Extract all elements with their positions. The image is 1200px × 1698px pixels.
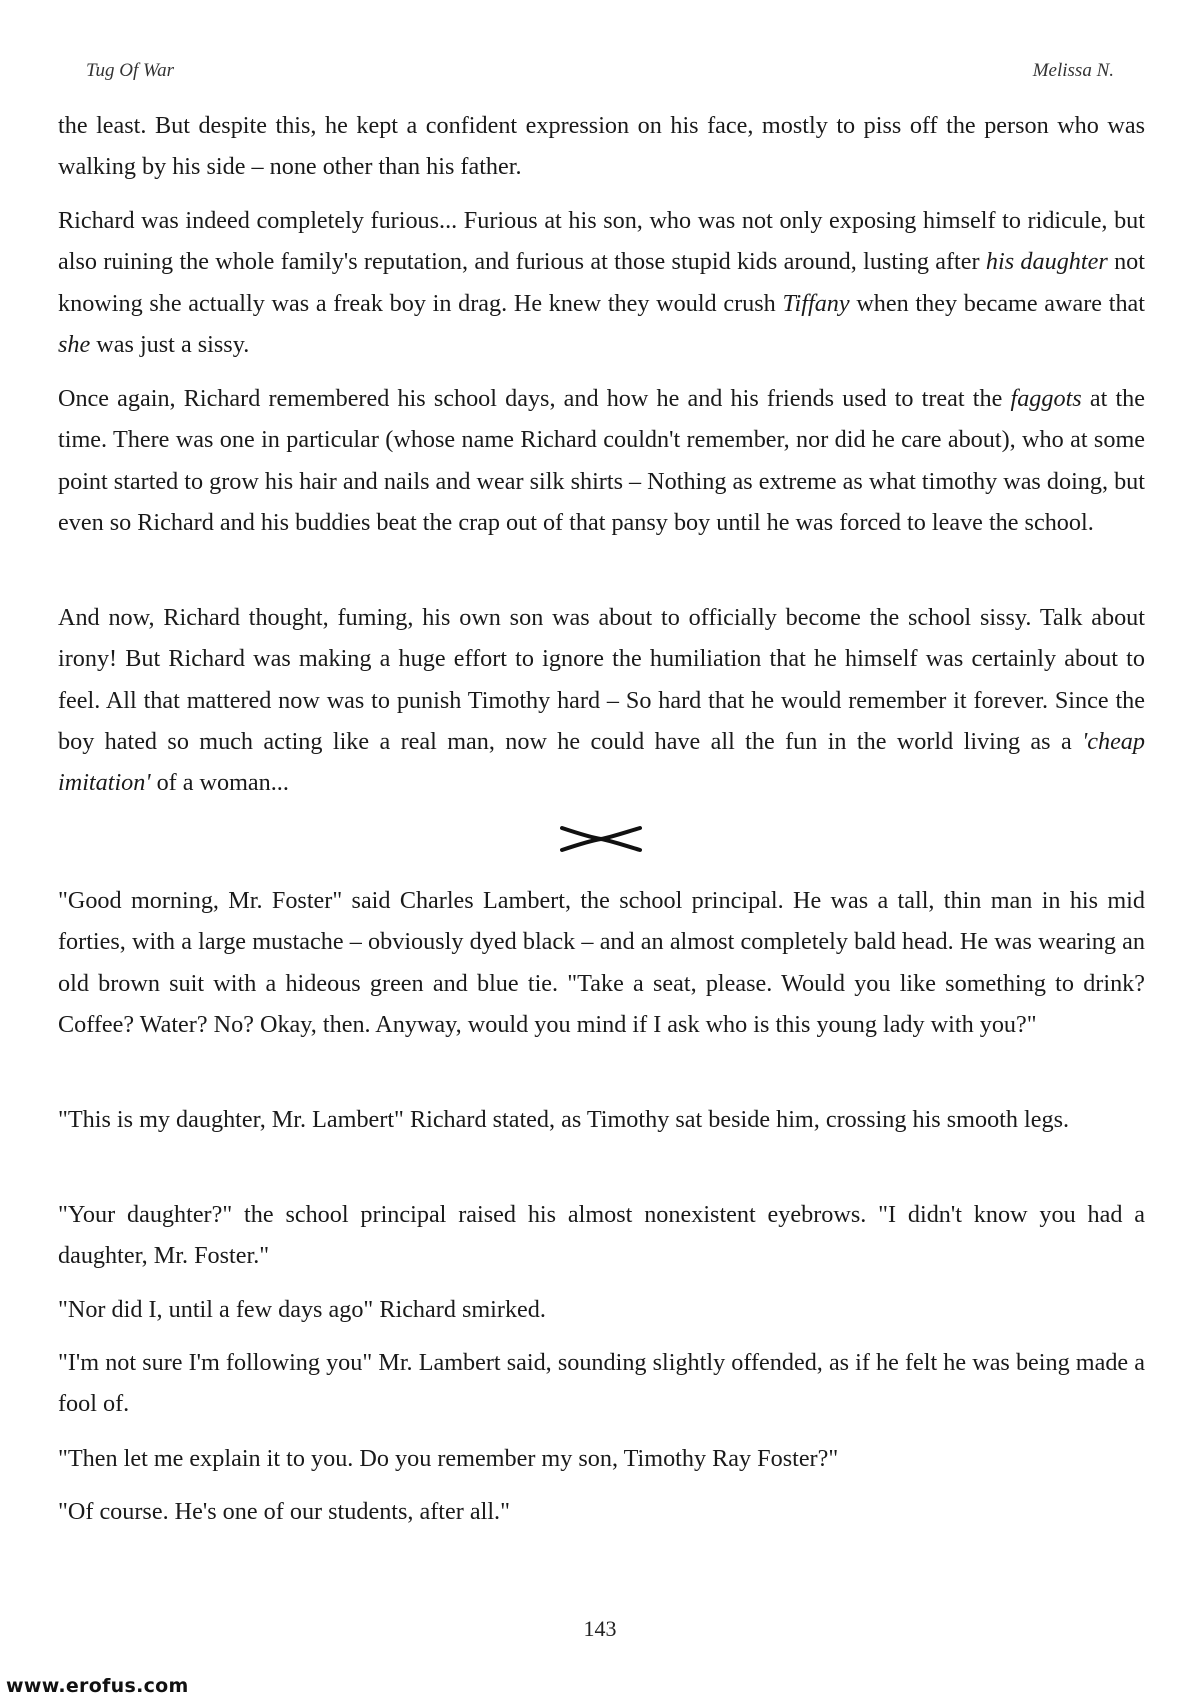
book-title: Tug Of War	[86, 60, 174, 81]
paragraph	[58, 105, 1145, 188]
running-header	[86, 60, 1114, 90]
emphasis: faggots	[1010, 385, 1082, 412]
paragraph	[58, 200, 1145, 365]
emphasis: Tiffany	[782, 289, 850, 317]
paragraph	[58, 1289, 1145, 1330]
page-number: 143	[583, 1616, 617, 1641]
paragraph	[58, 1491, 1145, 1532]
paragraph-3: Once again, Richard remembered his school days, and how he and his friends used to treat the faggots at the time. There was one in particular (whose name Richard couldn't remember, nor did he care about), who at some point started to grow his hair and nails and wear silk shirts – Nothing as extreme as what timothy was doing, but even so Richard and his buddies beat the crap out of that pansy boy until he was forced to leave the school.	[58, 385, 1145, 536]
emphasis: his daughter	[985, 248, 1108, 276]
paragraph-8: "Nor did I, until a few days ago" Richard smirked.	[58, 1296, 546, 1323]
paragraph-9: "I'm not sure I'm following you" Mr. Lambert said, sounding slightly offended, as if he felt he was being made a fool of.	[58, 1349, 1145, 1418]
paragraph-4: And now, Richard thought, fuming, his own son was about to officially become the school sissy. Talk about irony! But Richard was making a huge effort to ignore the humiliation that he himself was certainly about to feel. All that mattered now was to punish Timothy hard – So hard that he would remember it forever. Since the boy hated so much acting like a real man, now he could have all the fun in the world living as a 'cheap imitation' of a woman...	[58, 604, 1145, 797]
author-name: Melissa N.	[1032, 60, 1114, 81]
paragraph-11: "Of course. He's one of our students, after all."	[58, 1498, 510, 1525]
paragraph	[58, 880, 1145, 1045]
paragraph	[58, 1438, 1145, 1479]
paragraph-1: the least. But despite this, he kept a confident expression on his face, mostly to piss off the person who was walking by his side – none other than his father.	[58, 112, 1145, 181]
paragraph-2: Richard was indeed completely furious... Furious at his son, who was not only exposing himself to ridicule, but also ruining the whole family's reputation, and furious at those stupid kids around, lusting after his daughter not knowing she actually was a freak boy in drag. He knew they would crush Tiffany when they became aware that she was just a sissy.	[58, 207, 1145, 358]
paragraph-6: "This is my daughter, Mr. Lambert" Richard stated, as Timothy sat beside him, crossing his smooth legs.	[58, 1106, 1070, 1133]
paragraph	[58, 1342, 1145, 1425]
paragraph-7: "Your daughter?" the school principal raised his almost nonexistent eyebrows. "I didn't know you had a daughter, Mr. Foster."	[58, 1201, 1145, 1270]
paragraph	[58, 597, 1145, 803]
paragraph	[58, 1099, 1145, 1140]
paragraph-5: "Good morning, Mr. Foster" said Charles Lambert, the school principal. He was a tall, thin man in his mid forties, with a large mustache – obviously dyed black – and an almost completely bald head. He was wearing an old brown suit with a hideous green and blue tie. "Take a seat, please. Would you like something to drink? Coffee? Water? No? Okay, then. Anyway, would you mind if I ask who is this young lady with you?"	[58, 887, 1145, 1038]
paragraph	[58, 378, 1145, 543]
emphasis: 'cheap imitation'	[58, 727, 1145, 797]
paragraph-10: "Then let me explain it to you. Do you remember my son, Timothy Ray Foster?"	[58, 1445, 839, 1472]
emphasis: she	[58, 330, 91, 358]
paragraph	[58, 1194, 1145, 1277]
watermark: www.erofus.com	[0, 1674, 238, 1698]
crossed-lines-divider-icon	[560, 824, 642, 854]
